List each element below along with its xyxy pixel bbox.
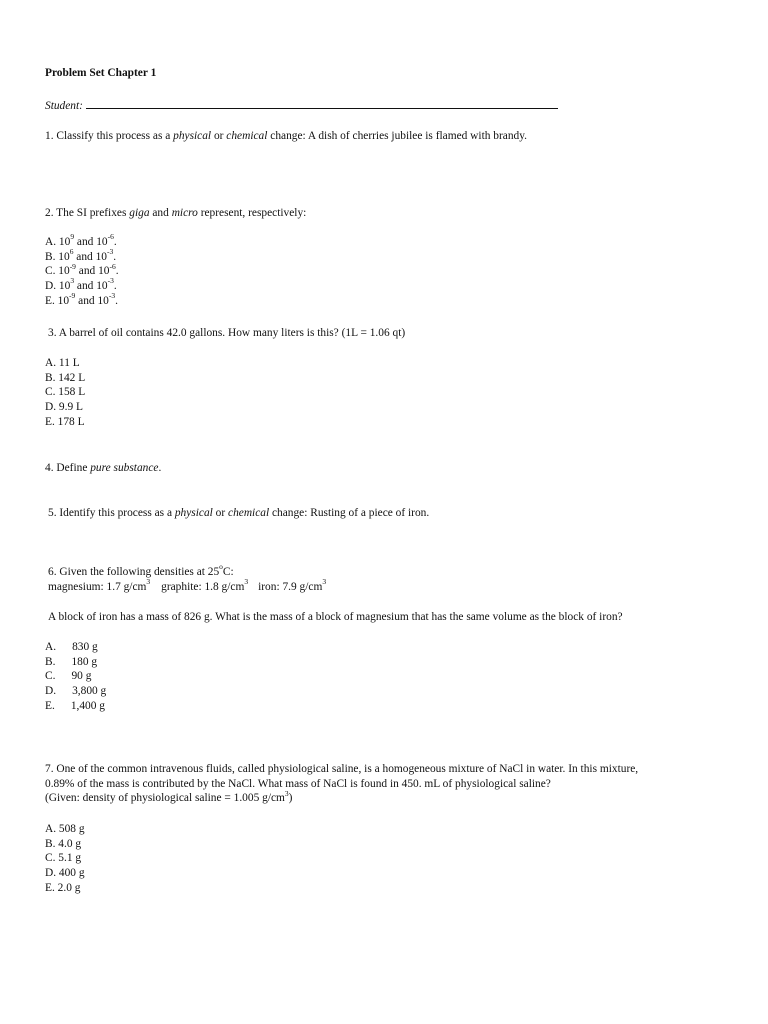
question-7 bbox=[45, 762, 638, 806]
q3-choice-a[interactable]: A. 11 L bbox=[45, 357, 80, 369]
q6-choice-a[interactable]: A. 830 g bbox=[45, 641, 98, 653]
q6-iron-density: iron: 7.9 $g/cm^3$ bbox=[258, 577, 327, 593]
q6-graphite-density: graphite: 1.8 $g/cm^3$ bbox=[161, 577, 249, 593]
q2-choice-a[interactable]: A. $10^9$ and $10^{-6}$. bbox=[45, 232, 117, 248]
q2-micro: micro bbox=[171, 207, 198, 219]
question-2 bbox=[45, 206, 306, 221]
q3-choice-c[interactable]: C. 158 L bbox=[45, 386, 86, 399]
q1-text-pre: 1. Classify this process as a bbox=[45, 130, 174, 142]
q4-text-pre: 4. Define bbox=[45, 462, 91, 474]
q2-giga: giga bbox=[129, 207, 150, 219]
q3-choice-b[interactable]: B. 142 L bbox=[45, 371, 86, 384]
q7-choice-c[interactable]: C. 5.1 g bbox=[45, 852, 82, 865]
question-1 bbox=[45, 129, 527, 144]
q5-chemical: chemical bbox=[228, 507, 270, 519]
q1-physical: physical bbox=[173, 130, 212, 142]
q6-magnesium-density: magnesium: 1.7 $g/cm^3$ bbox=[48, 577, 151, 593]
q3-choices bbox=[45, 356, 85, 429]
q2-text-pre: 2. The SI prefixes bbox=[45, 207, 130, 219]
q7-choice-a[interactable]: A. 508 g bbox=[45, 823, 85, 835]
q5-physical: physical bbox=[174, 507, 213, 519]
q6-choice-d[interactable]: D. 3,800 g bbox=[45, 685, 107, 698]
q7-choices bbox=[45, 822, 85, 895]
q3-choice-d[interactable]: D. 9.9 L bbox=[45, 401, 83, 414]
q1-text-post: change: A dish of cherries jubilee is flamed with brandy. bbox=[267, 130, 528, 142]
q6-densities bbox=[48, 577, 327, 595]
q4-text-post: . bbox=[158, 462, 162, 474]
q2-choice-c[interactable]: C. $10^{-9}$ and $10^{-6}$. bbox=[45, 261, 119, 278]
student-line bbox=[45, 97, 558, 114]
q7-line-2: 0.89% of the mass is contributed by the NaCl. What mass of NaCl is found in 450. mL of physiological saline? bbox=[45, 777, 551, 790]
q7-line-3: (Given: density of physiological saline = 1.005 $g/cm^3$) bbox=[45, 788, 293, 805]
q2-and: and bbox=[149, 207, 172, 219]
q5-or: or bbox=[212, 507, 229, 519]
student-label: Student: bbox=[45, 100, 83, 112]
q4-term: pure substance bbox=[90, 462, 159, 474]
q1-or: or bbox=[211, 130, 227, 142]
q6-question: A block of iron has a mass of 826 g. What is the mass of a block of magnesium that has the same volume as the block of iron? bbox=[48, 611, 623, 623]
q2-choice-b[interactable]: B. $10^6$ and $10^{-3}$. bbox=[45, 246, 117, 263]
q7-line-1: 7. One of the common intravenous fluids, called physiological saline, is a homogeneous mixture of NaCl in water. In this mixture, bbox=[45, 763, 639, 775]
q5-text-pre: 5. Identify this process as a bbox=[48, 507, 175, 519]
question-4 bbox=[45, 461, 161, 476]
q2-text-post: represent, respectively: bbox=[197, 207, 307, 219]
q7-choice-b[interactable]: B. 4.0 g bbox=[45, 837, 82, 850]
student-name-blank[interactable] bbox=[86, 97, 558, 109]
q2-choice-d[interactable]: D. $10^3$ and $10^{-3}$. bbox=[45, 276, 117, 293]
page-title: Problem Set Chapter 1 bbox=[45, 67, 157, 79]
q6-choice-e[interactable]: E. 1,400 g bbox=[45, 699, 105, 712]
question-6: 6. Given the following densities at 25$^o$C: bbox=[48, 562, 234, 578]
q5-text-post: change: Rusting of a piece of iron. bbox=[269, 507, 430, 519]
q7-choice-e[interactable]: E. 2.0 g bbox=[45, 881, 81, 894]
q7-choice-d[interactable]: D. 400 g bbox=[45, 867, 85, 880]
question-5 bbox=[48, 506, 429, 521]
q1-chemical: chemical bbox=[226, 130, 268, 142]
q6-choice-c[interactable]: C. 90 g bbox=[45, 670, 92, 683]
q2-choices bbox=[45, 232, 119, 308]
q6-choices bbox=[45, 640, 106, 713]
q3-choice-e[interactable]: E. 178 L bbox=[45, 415, 85, 428]
question-3: 3. A barrel of oil contains 42.0 gallons. How many liters is this? (1L = 1.06 qt) bbox=[48, 327, 406, 339]
q6-choice-b[interactable]: B. 180 g bbox=[45, 655, 98, 668]
q2-choice-e[interactable]: E. $10^{-9}$ and $10^{-3}$. bbox=[45, 290, 118, 307]
